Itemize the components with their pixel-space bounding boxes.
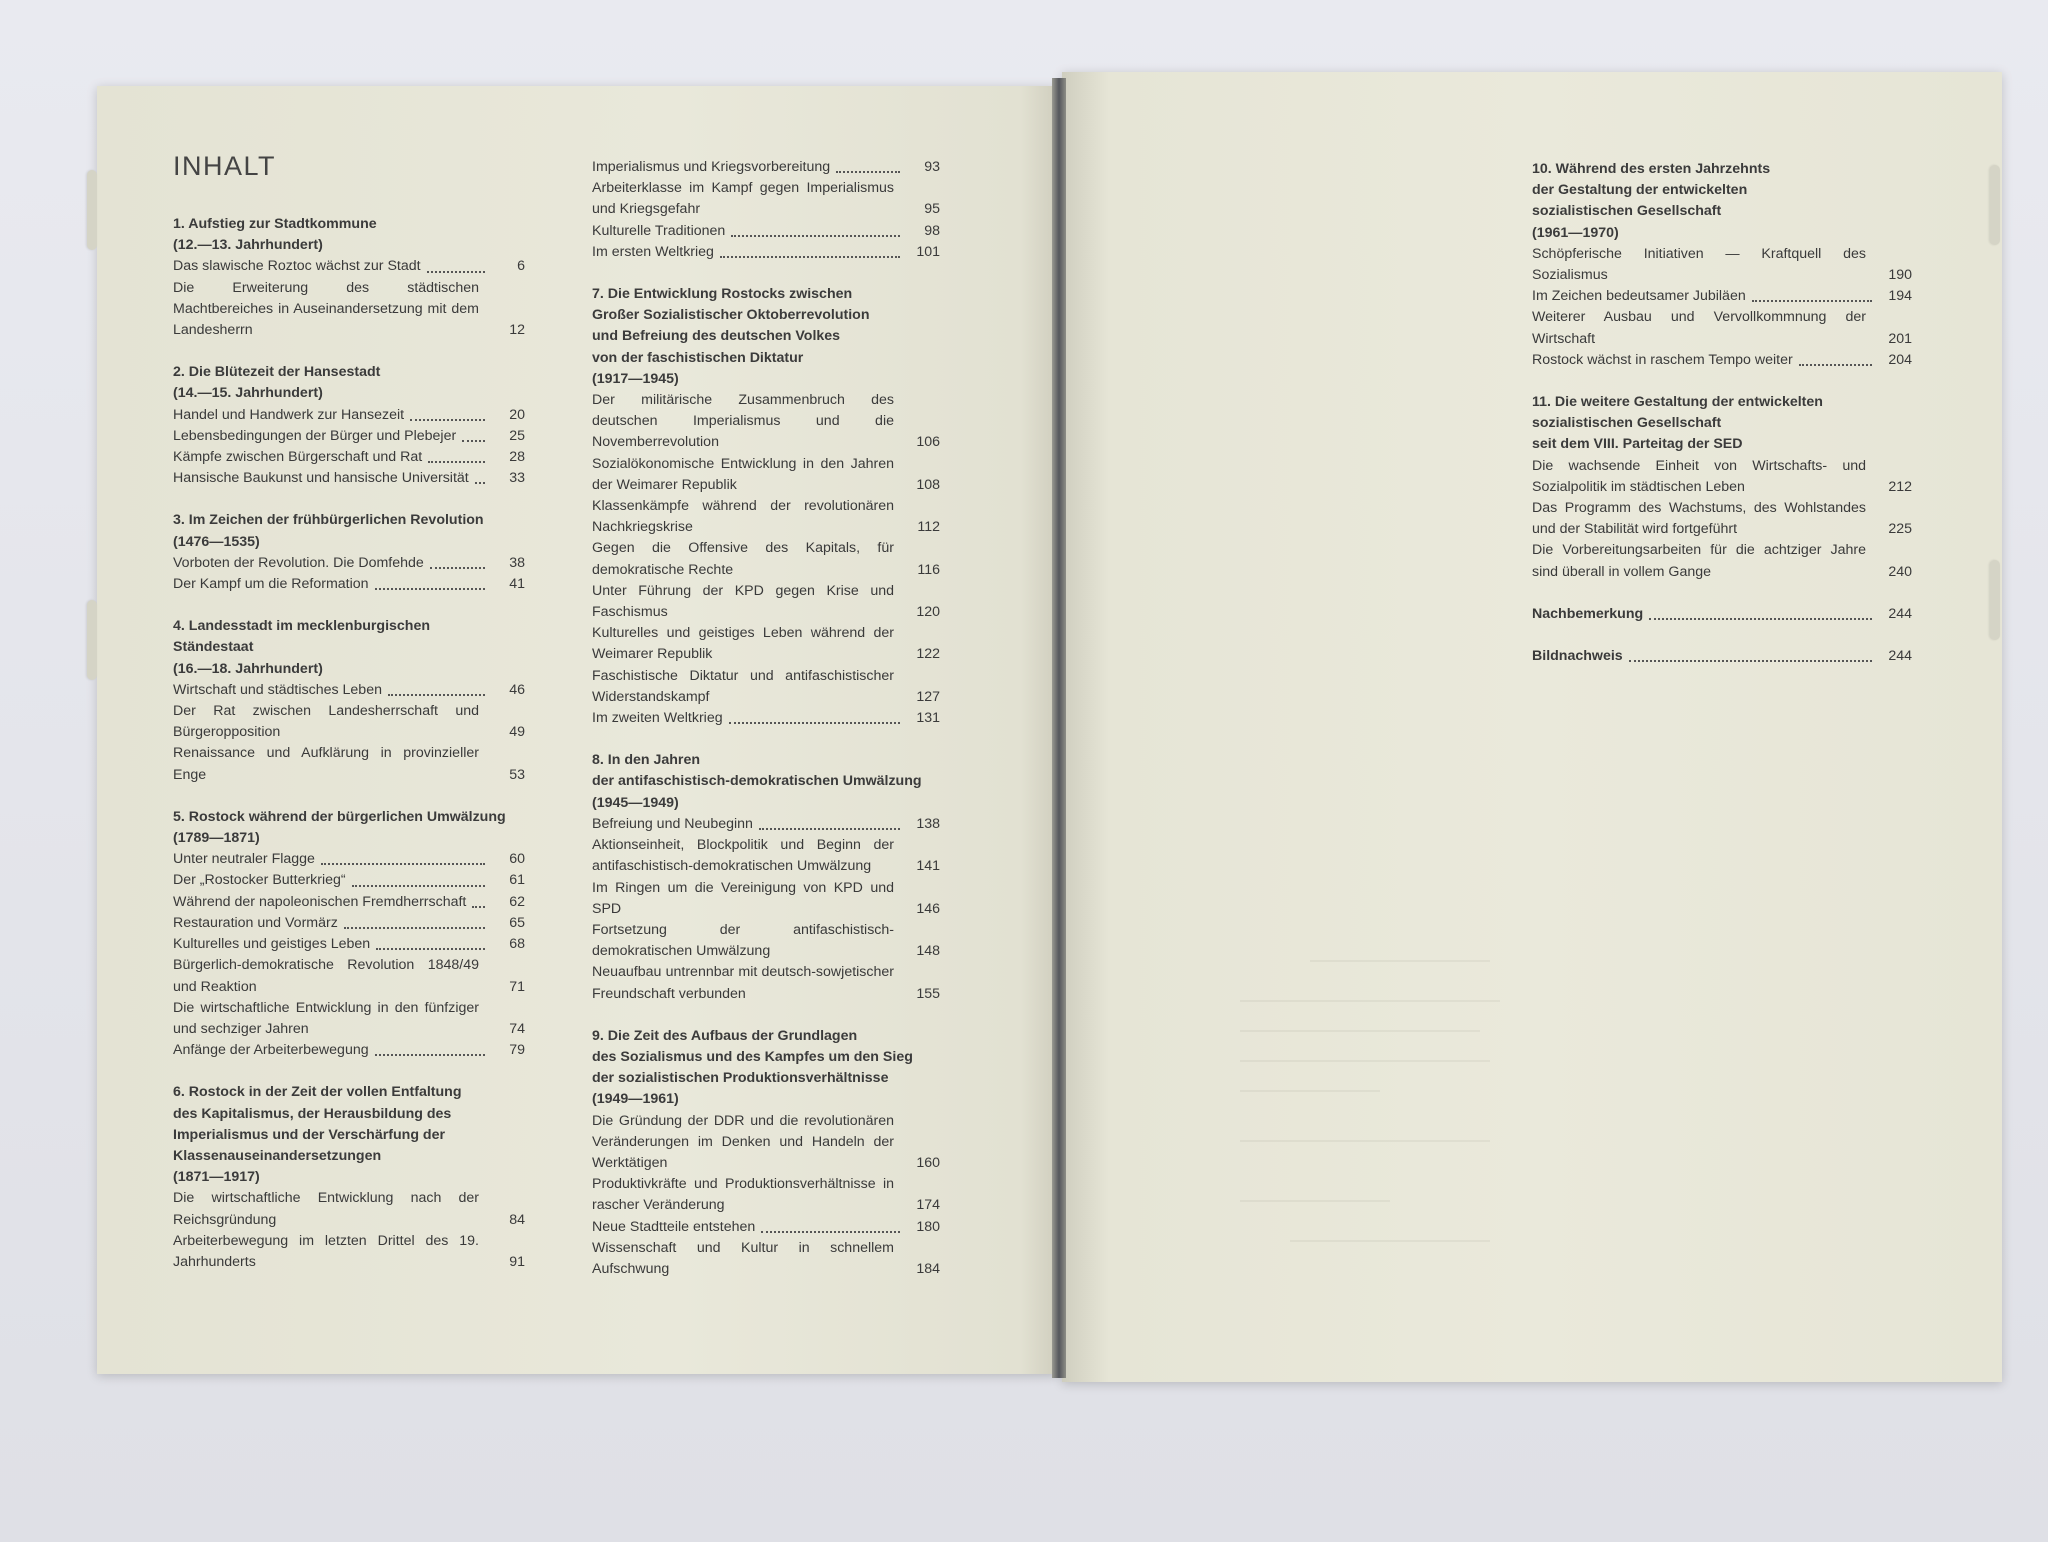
entry-title: Faschistische Diktatur und antifaschistischer Widerstandskampf — [592, 667, 894, 705]
section-heading — [1532, 392, 1912, 456]
dot-leader — [475, 482, 485, 484]
dot-leader — [1752, 300, 1872, 302]
section-heading-line: 2. Die Blütezeit der Hansestadt — [173, 364, 381, 381]
dot-leader — [1629, 660, 1872, 662]
entry-title: Nachbemerkung — [1532, 605, 1644, 622]
toc-entry[interactable] — [592, 708, 940, 729]
page-edge-tab — [87, 170, 97, 250]
entry-title: Die Erweiterung des städtischen Machtbereiches in Auseinandersetzung mit dem Landesherrn — [173, 279, 479, 339]
entry-title: Renaissance und Aufklärung in provinzieller Enge — [173, 745, 479, 783]
page-number: 148 — [916, 943, 940, 960]
toc-entry[interactable] — [592, 538, 940, 580]
page-number: 79 — [509, 1042, 525, 1059]
page-number: 190 — [1888, 267, 1912, 284]
entry-title: Kulturelles und geistiges Leben während der Weimarer Republik — [592, 625, 894, 663]
page-number: 184 — [916, 1260, 940, 1277]
toc-entry[interactable] — [173, 574, 525, 595]
section-heading-line: 1. Aufstieg zur Stadtkommune — [173, 216, 377, 232]
toc-section — [173, 1082, 525, 1273]
dot-leader — [375, 1054, 485, 1056]
toc-entry[interactable] — [173, 892, 525, 913]
section-heading-line: (1871—1917) — [173, 1169, 260, 1186]
entry-title: Weiterer Ausbau und Vervollkommnung der Wirtschaft — [1532, 309, 1866, 347]
page-number: 155 — [916, 985, 940, 1002]
section-heading-line: sozialistischen Gesellschaft — [1532, 203, 1722, 220]
toc-entry[interactable] — [173, 405, 525, 426]
entry-title: Neuaufbau untrennbar mit deutsch-sowjetischer Freundschaft verbunden — [592, 964, 894, 1002]
dot-leader — [759, 828, 900, 830]
section-heading-line: Imperialismus und der Verschärfung der — [173, 1126, 446, 1143]
entry-title: Hansische Baukunst und hansische Universität — [173, 470, 469, 487]
entry-title: Sozialökonomische Entwicklung in den Jahren der Weimarer Republik — [592, 455, 894, 493]
page-number: 61 — [509, 872, 525, 889]
section-heading — [173, 807, 525, 849]
toc-entry[interactable] — [173, 849, 525, 870]
toc-entry[interactable] — [592, 835, 940, 877]
toc-section — [173, 616, 525, 786]
toc-entry[interactable] — [173, 553, 525, 574]
page-number: 244 — [1888, 605, 1912, 622]
toc-entry[interactable] — [1532, 286, 1912, 307]
entry-title: Der Kampf um die Reformation — [173, 576, 369, 593]
entry-title: Rostock wächst in raschem Tempo weiter — [1532, 351, 1793, 368]
toc-section — [592, 284, 940, 729]
toc-section — [592, 750, 940, 1004]
section-heading — [173, 214, 525, 256]
show-through-line — [1310, 960, 1490, 962]
toc-entry[interactable] — [173, 680, 525, 701]
dot-leader — [375, 588, 485, 590]
toc-title: INHALT — [173, 151, 277, 181]
page-number: 25 — [509, 427, 525, 444]
page-number: 91 — [509, 1253, 525, 1270]
page-number: 60 — [509, 851, 525, 868]
toc-entry[interactable] — [173, 701, 525, 743]
page-number: 194 — [1888, 288, 1912, 305]
page-edge-tab — [1990, 165, 2000, 245]
section-heading-line: Großer Sozialistischer Oktoberrevolution — [592, 307, 870, 324]
toc-entry[interactable] — [1532, 307, 1912, 349]
section-heading — [173, 510, 525, 552]
toc-entry[interactable] — [173, 256, 525, 277]
page-number: 240 — [1888, 563, 1912, 580]
entry-title: Im zweiten Weltkrieg — [592, 710, 723, 727]
toc-entry[interactable] — [1532, 540, 1912, 582]
page-number: 49 — [509, 724, 525, 741]
toc-entry[interactable] — [592, 221, 940, 242]
page-number: 95 — [924, 201, 940, 218]
entry-title: Im Ringen um die Vereinigung von KPD und SPD — [592, 879, 894, 917]
toc-entry[interactable] — [592, 496, 940, 538]
entry-title: Der „Rostocker Butterkrieg“ — [173, 872, 346, 889]
page-number: 12 — [509, 322, 525, 339]
dot-leader — [462, 440, 485, 442]
toc-column-2 — [592, 157, 940, 1301]
page-number: 53 — [509, 766, 525, 783]
page-number: 108 — [916, 476, 940, 493]
section-heading-line: (1476—1535) — [173, 533, 260, 550]
toc-section — [173, 807, 525, 1061]
dot-leader — [1799, 364, 1872, 366]
section-heading-line: von der faschistischen Diktatur — [592, 349, 804, 366]
show-through-line — [1240, 1140, 1490, 1142]
toc-entry[interactable] — [173, 447, 525, 468]
page-number: 244 — [1888, 648, 1912, 665]
toc-section — [1532, 604, 1912, 625]
section-heading — [173, 1082, 525, 1188]
section-heading-line: und Befreiung des deutschen Volkes — [592, 328, 841, 345]
entry-title: Das Programm des Wachstums, des Wohlstandes und der Stabilität wird fortgeführt — [1532, 500, 1866, 538]
page-edge-tab — [1990, 560, 2000, 640]
section-heading-line: (12.—13. Jahrhundert) — [173, 237, 323, 254]
page-number: 46 — [509, 681, 525, 698]
page-edge-tab — [87, 600, 97, 680]
toc-entry[interactable] — [592, 1217, 940, 1238]
dot-leader — [352, 885, 485, 887]
toc-section — [173, 214, 525, 341]
show-through-line — [1240, 1000, 1500, 1002]
toc-entry[interactable] — [592, 242, 940, 263]
dot-leader — [472, 906, 485, 908]
page-number: 84 — [509, 1211, 525, 1228]
section-heading-line: 11. Die weitere Gestaltung der entwickelten — [1532, 394, 1823, 411]
entry-title: Die wirtschaftliche Entwicklung nach der Reichsgründung — [173, 1190, 479, 1228]
page-number: 122 — [916, 646, 940, 663]
page-number: 127 — [916, 688, 940, 705]
entry-title: Arbeiterklasse im Kampf gegen Imperialismus und Kriegsgefahr — [592, 180, 894, 218]
toc-entry[interactable] — [592, 1238, 940, 1280]
entry-title: Bürgerlich-demokratische Revolution 1848/49 und Reaktion — [173, 957, 479, 995]
toc-entry[interactable] — [173, 870, 525, 891]
toc-section — [1532, 392, 1912, 583]
toc-section — [592, 1026, 940, 1280]
section-heading-line: seit dem VIII. Parteitag der SED — [1532, 436, 1743, 453]
entry-title: Das slawische Roztoc wächst zur Stadt — [173, 258, 421, 275]
page-number: 93 — [924, 159, 940, 175]
page-number: 180 — [916, 1218, 940, 1235]
section-heading-line: 5. Rostock während der bürgerlichen Umwälzung — [173, 808, 506, 825]
toc-entry[interactable] — [592, 1111, 940, 1175]
page-number: 38 — [509, 554, 525, 571]
page-number: 41 — [509, 576, 525, 593]
entry-title: Unter Führung der KPD gegen Krise und Faschismus — [592, 582, 894, 621]
section-heading — [592, 284, 940, 390]
page-number: 98 — [924, 222, 940, 239]
entry-title: Wissenschaft und Kultur in schnellem Aufschwung — [592, 1239, 894, 1277]
dot-leader — [836, 171, 900, 173]
toc-entry[interactable] — [1532, 498, 1912, 540]
entry-title: Kulturelles und geistiges Leben — [173, 936, 371, 953]
page-number: 6 — [517, 258, 525, 275]
toc-entry[interactable] — [173, 278, 525, 342]
show-through-line — [1290, 1240, 1490, 1242]
page-number: 146 — [916, 900, 940, 917]
page-number: 33 — [509, 470, 525, 487]
page-number: 20 — [509, 406, 525, 423]
section-heading-line: der sozialistischen Produktionsverhältnisse — [592, 1070, 889, 1087]
section-heading-line: (14.—15. Jahrhundert) — [173, 385, 323, 402]
toc-entry[interactable] — [592, 920, 940, 962]
toc-entry[interactable] — [1532, 646, 1912, 667]
toc-entry[interactable] — [173, 955, 525, 997]
dot-leader — [720, 256, 900, 258]
dot-leader — [729, 722, 900, 724]
dot-leader — [321, 863, 485, 865]
section-heading — [173, 362, 525, 404]
toc-entry[interactable] — [1532, 350, 1912, 371]
page-number: 106 — [916, 434, 940, 451]
entry-title: Aktionseinheit, Blockpolitik und Beginn der antifaschistisch-demokratischen Umwälzung — [592, 837, 894, 875]
page-number: 62 — [509, 893, 525, 910]
toc-column-1 — [173, 150, 525, 1294]
entry-title: Die Gründung der DDR und die revolutionären Veränderungen im Denken und Handeln der Werktätigen — [592, 1112, 894, 1171]
entry-title: Während der napoleonischen Fremdherrschaft — [173, 893, 467, 910]
entry-title: Fortsetzung der antifaschistisch-demokratischen Umwälzung — [592, 921, 894, 960]
toc-entry[interactable] — [592, 962, 940, 1004]
page-number: 201 — [1888, 330, 1912, 347]
section-heading-line: (1917—1945) — [592, 370, 679, 387]
toc-entry[interactable] — [173, 743, 525, 785]
section-heading-line: Klassenauseinandersetzungen — [173, 1147, 382, 1164]
entry-title: Vorboten der Revolution. Die Domfehde — [173, 554, 424, 571]
page-number: 71 — [509, 978, 525, 995]
toc-entry[interactable] — [592, 454, 940, 496]
section-heading-line: Ständestaat — [173, 639, 254, 656]
section-heading-line: der Gestaltung der entwickelten — [1532, 182, 1748, 199]
page-number: 120 — [916, 604, 940, 621]
dot-leader — [761, 1231, 900, 1233]
entry-title: Im Zeichen bedeutsamer Jubiläen — [1532, 288, 1746, 305]
entry-title: Arbeiterbewegung im letzten Drittel des 19. Jahrhunderts — [173, 1232, 479, 1270]
section-heading-line: 10. Während des ersten Jahrzehnts — [1532, 161, 1771, 177]
toc-entry[interactable] — [173, 913, 525, 934]
entry-title: Anfänge der Arbeiterbewegung — [173, 1042, 369, 1059]
section-heading-line: sozialistischen Gesellschaft — [1532, 415, 1722, 432]
entry-title: Im ersten Weltkrieg — [592, 243, 714, 260]
section-heading-line: 3. Im Zeichen der frühbürgerlichen Revolution — [173, 512, 484, 529]
dot-leader — [427, 271, 485, 273]
section-heading-line: (16.—18. Jahrhundert) — [173, 660, 323, 677]
section-heading-line: (1945—1949) — [592, 794, 679, 811]
page-number: 174 — [916, 1197, 940, 1214]
entry-title: Lebensbedingungen der Bürger und Plebejer — [173, 427, 457, 444]
page-number: 141 — [916, 858, 940, 875]
entry-title: Die wachsende Einheit von Wirtschafts- und Sozialpolitik im städtischen Leben — [1532, 457, 1866, 495]
entry-title: Kulturelle Traditionen — [592, 222, 726, 239]
page-number: 112 — [917, 519, 940, 536]
page-number: 65 — [509, 914, 525, 931]
section-heading-line: des Sozialismus und des Kampfes um den Sieg — [592, 1048, 913, 1065]
entry-title: Die wirtschaftliche Entwicklung in den fünfziger und sechziger Jahren — [173, 999, 479, 1037]
section-heading — [173, 616, 525, 680]
toc-section — [592, 157, 940, 263]
toc-entry[interactable] — [592, 666, 940, 708]
toc-entry[interactable] — [173, 934, 525, 955]
section-heading-line: (1789—1871) — [173, 830, 260, 847]
section-heading-line: des Kapitalismus, der Herausbildung des — [173, 1105, 452, 1122]
page-number: 74 — [509, 1020, 525, 1037]
show-through-line — [1240, 1200, 1390, 1202]
page-number: 138 — [916, 815, 940, 832]
toc-entry[interactable] — [173, 1040, 525, 1061]
page-number: 225 — [1888, 521, 1912, 538]
entry-title: Bildnachweis — [1532, 648, 1623, 665]
toc-entry[interactable] — [1532, 604, 1912, 625]
entry-title: Der Rat zwischen Landesherrschaft und Bürgeropposition — [173, 703, 479, 741]
page-number: 68 — [509, 936, 525, 953]
toc-entry[interactable] — [592, 581, 940, 623]
toc-entry[interactable] — [173, 426, 525, 447]
section-heading — [592, 750, 940, 814]
entry-title: Gegen die Offensive des Kapitals, für demokratische Rechte — [592, 540, 894, 578]
toc-entry[interactable] — [592, 178, 940, 220]
page-number: 212 — [1888, 478, 1912, 495]
toc-entry[interactable] — [592, 814, 940, 835]
toc-section — [173, 362, 525, 489]
toc-section — [1532, 159, 1912, 371]
entry-title: Wirtschaft und städtisches Leben — [173, 681, 382, 698]
dot-leader — [430, 567, 485, 569]
section-heading-line: der antifaschistisch-demokratischen Umwälzung — [592, 773, 922, 790]
entry-title: Neue Stadtteile entstehen — [592, 1218, 756, 1235]
section-heading — [1532, 159, 1912, 244]
dot-leader — [428, 461, 485, 463]
entry-title: Unter neutraler Flagge — [173, 851, 315, 868]
toc-section — [1532, 646, 1912, 667]
toc-entry[interactable] — [592, 623, 940, 665]
toc-section — [173, 510, 525, 595]
entry-title: Kämpfe zwischen Bürgerschaft und Rat — [173, 449, 423, 466]
section-heading-line: 8. In den Jahren — [592, 752, 701, 769]
show-through-line — [1240, 1030, 1480, 1032]
section-heading — [592, 1026, 940, 1111]
entry-title: Schöpferische Initiativen — Kraftquell des Sozialismus — [1532, 245, 1866, 284]
entry-title: Imperialismus und Kriegsvorbereitung — [592, 159, 831, 175]
dot-leader — [344, 927, 485, 929]
dot-leader — [388, 694, 485, 696]
book-spine — [1052, 78, 1066, 1378]
dot-leader — [376, 948, 485, 950]
toc-entry[interactable] — [592, 157, 940, 178]
toc-entry[interactable] — [173, 998, 525, 1040]
section-heading-line: 4. Landesstadt im mecklenburgischen — [173, 618, 431, 635]
show-through-line — [1240, 1060, 1490, 1062]
entry-title: Restauration und Vormärz — [173, 914, 338, 931]
page-number: 101 — [916, 243, 940, 260]
entry-title: Der militärische Zusammenbruch des deutschen Imperialismus und die Novemberrevolution — [592, 392, 894, 451]
toc-entry[interactable] — [592, 878, 940, 920]
section-heading-line: (1949—1961) — [592, 1091, 679, 1108]
toc-entry[interactable] — [1532, 456, 1912, 498]
page-number: 160 — [916, 1154, 940, 1171]
page-number: 28 — [509, 449, 525, 466]
entry-title: Die Vorbereitungsarbeiten für die achtziger Jahre sind überall in vollem Gange — [1532, 542, 1866, 580]
dot-leader — [731, 235, 900, 237]
toc-column-3 — [1532, 159, 1912, 688]
section-heading-line: (1961—1970) — [1532, 224, 1619, 241]
dot-leader — [410, 419, 485, 421]
toc-entry[interactable] — [1532, 244, 1912, 286]
toc-entry[interactable] — [592, 390, 940, 454]
toc-entry[interactable] — [592, 1174, 940, 1216]
entry-title: Klassenkämpfe während der revolutionären Nachkriegskrise — [592, 498, 894, 536]
entry-title: Befreiung und Neubeginn — [592, 815, 753, 832]
section-heading-line: 6. Rostock in der Zeit der vollen Entfaltung — [173, 1084, 462, 1101]
toc-entry[interactable] — [173, 1231, 525, 1273]
dot-leader — [1649, 618, 1872, 620]
section-heading-line: 9. Die Zeit des Aufbaus der Grundlagen — [592, 1027, 858, 1044]
page-number: 131 — [916, 710, 940, 727]
entry-title: Produktivkräfte und Produktionsverhältnisse in rascher Veränderung — [592, 1176, 894, 1214]
toc-entry[interactable] — [173, 1188, 525, 1230]
page-number: 204 — [1888, 351, 1912, 368]
show-through-line — [1240, 1090, 1380, 1092]
section-heading-line: 7. Die Entwicklung Rostocks zwischen — [592, 286, 853, 303]
entry-title: Handel und Handwerk zur Hansezeit — [173, 406, 405, 423]
page-number: 116 — [917, 561, 940, 578]
toc-entry[interactable] — [173, 468, 525, 489]
